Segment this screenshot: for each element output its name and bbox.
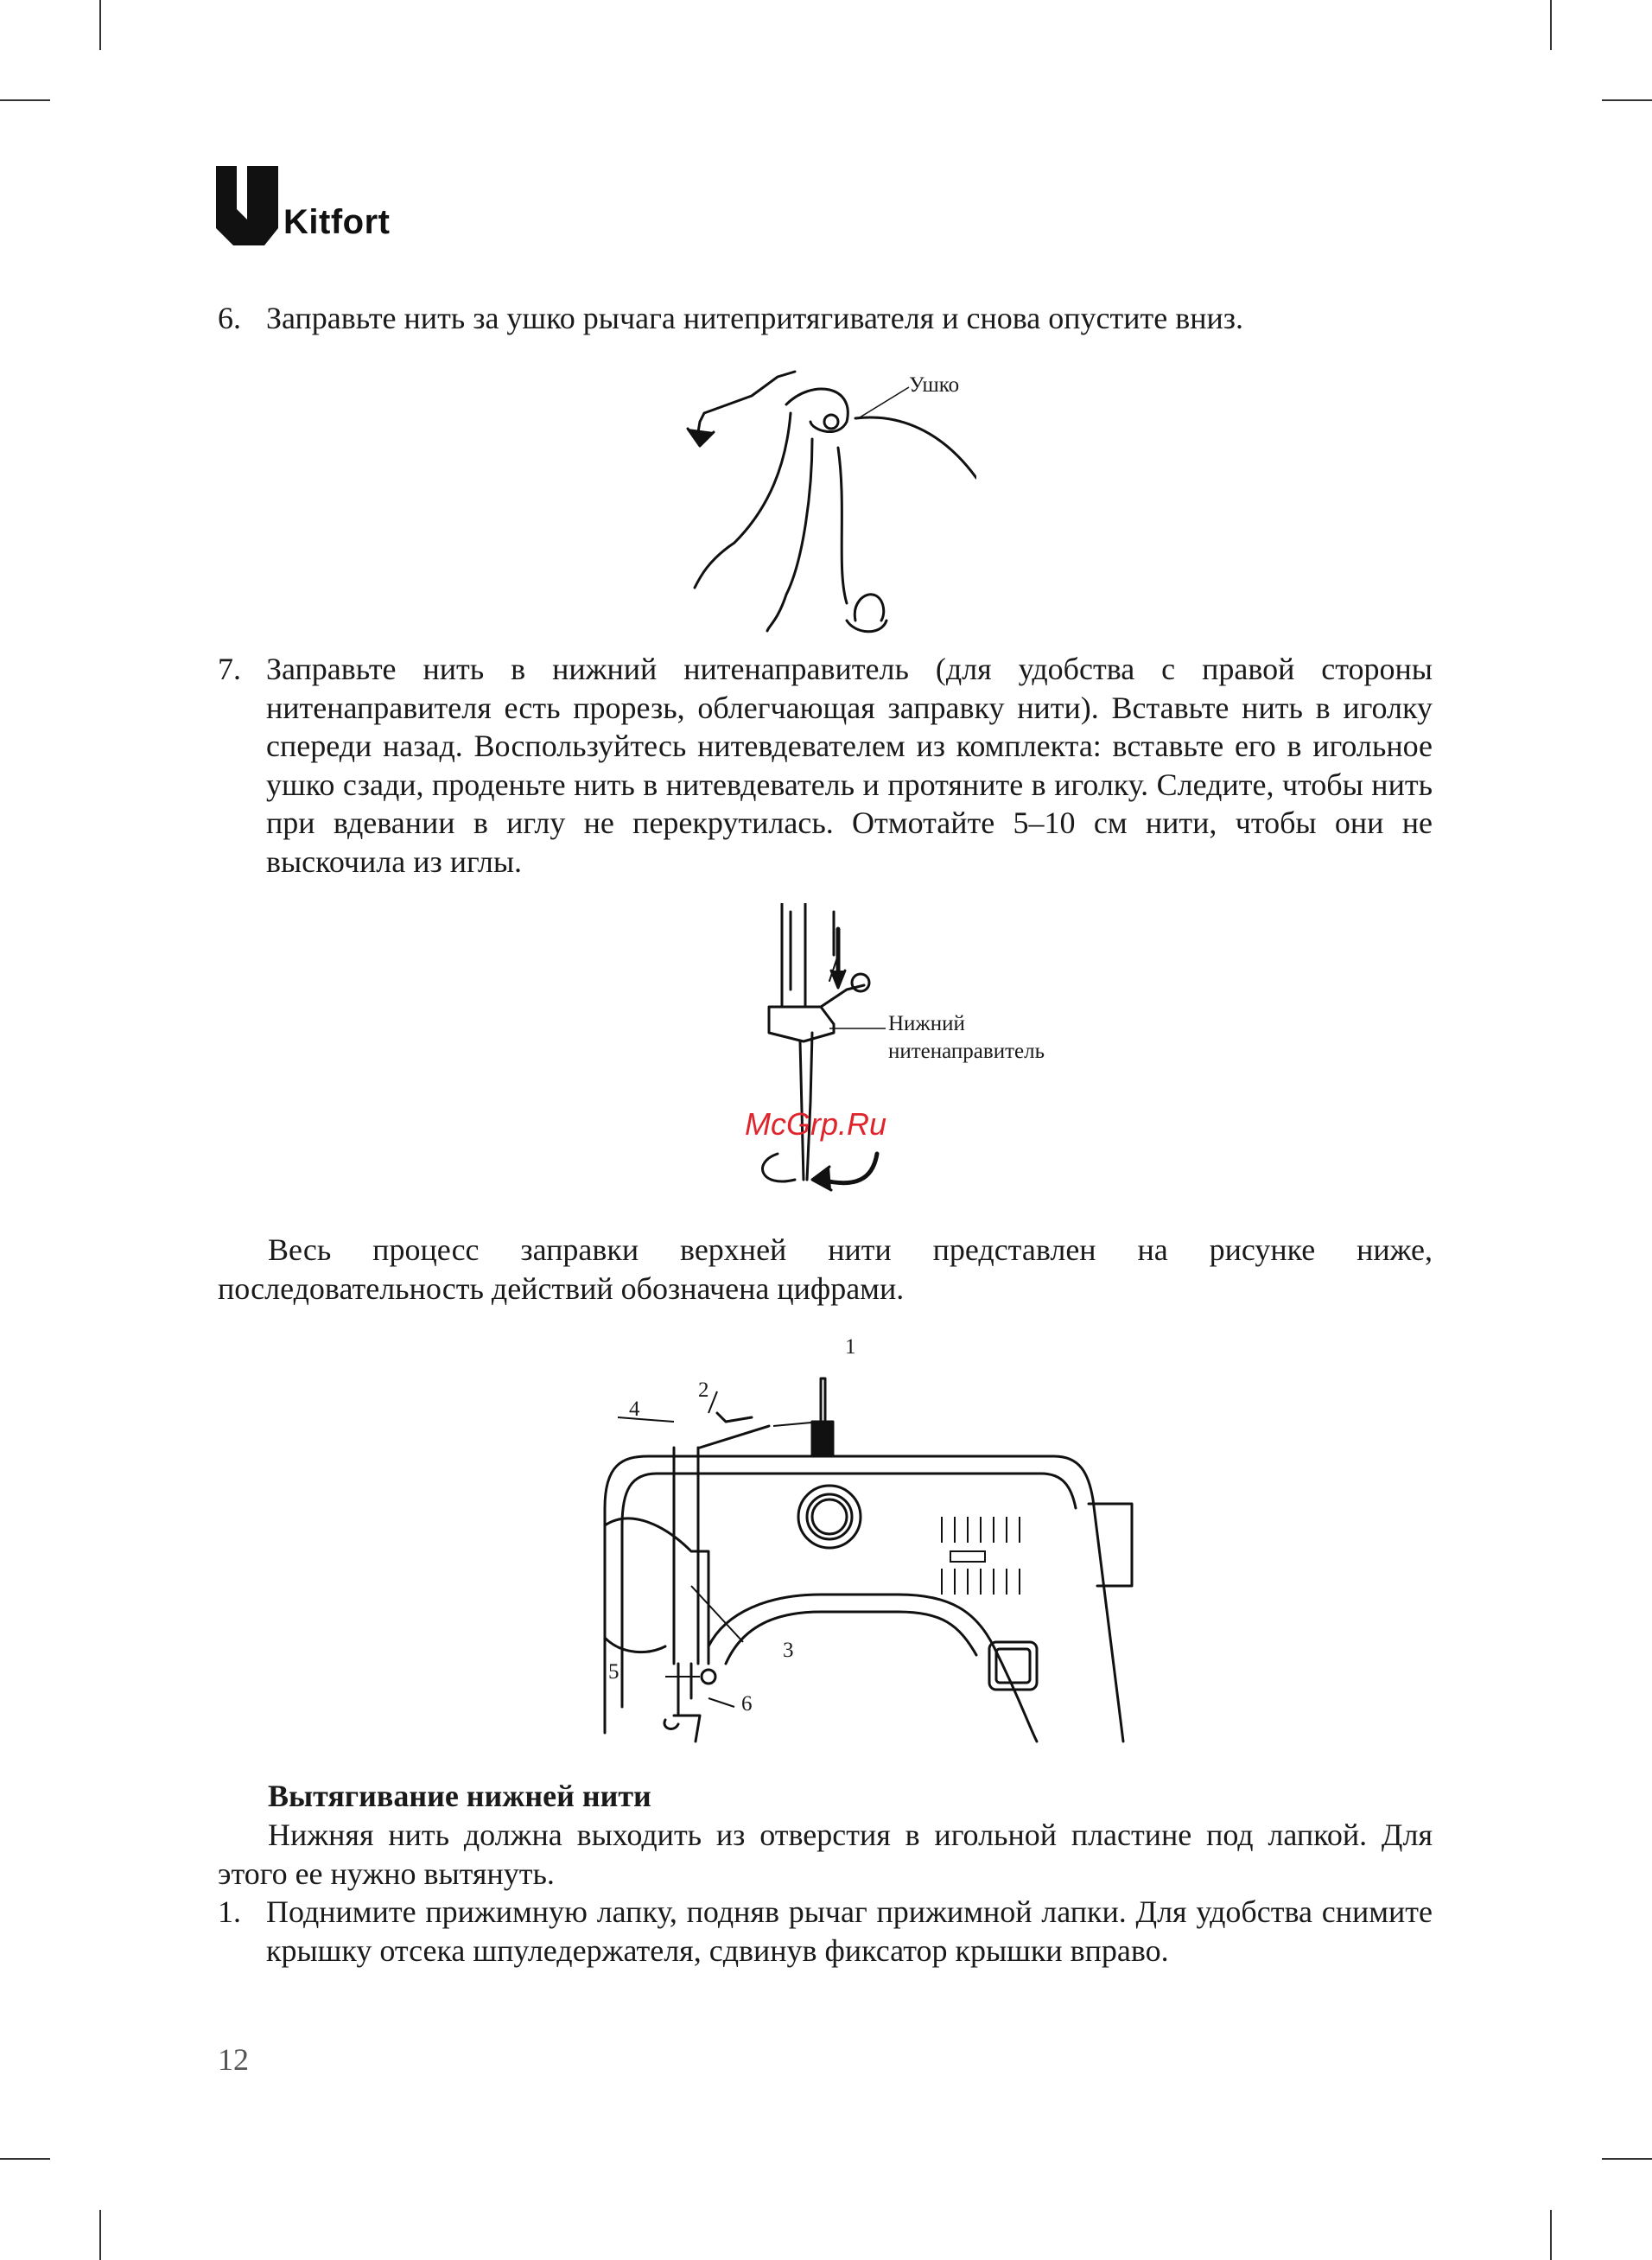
callout-1: 1: [845, 1335, 856, 1359]
figure-lower-thread-guide: [726, 903, 1089, 1214]
crop-mark: [1602, 2158, 1652, 2160]
section-intro: Нижняя нить должна выходить из отверстия в игольной пластине под лапкой. Для этого ее нужно вытянуть.: [218, 1818, 1433, 1891]
step-text: Заправьте нить за ушко рычага нитепритягивателя и снова опустите вниз.: [266, 301, 1243, 335]
page-number: 12: [218, 2042, 249, 2077]
callout-5: 5: [608, 1660, 620, 1684]
crop-mark: [99, 0, 101, 50]
watermark: McGrp.Ru: [745, 1106, 887, 1142]
crop-mark: [1550, 0, 1552, 50]
step-number: 6.: [218, 301, 241, 335]
summary-paragraph: Весь процесс заправки верхней нити представлен на рисунке ниже, последовательность действий обозначена цифрами.: [218, 1232, 1433, 1306]
crop-mark: [0, 2158, 50, 2160]
figure-take-up-lever: [683, 361, 976, 636]
figure-threading-sequence: [570, 1335, 1175, 1750]
brand-name: Kitfort: [283, 203, 391, 241]
callout-2: 2: [698, 1378, 709, 1402]
callout-6: 6: [741, 1692, 753, 1716]
step-6: [218, 299, 1433, 338]
step-number: 7.: [218, 652, 241, 686]
step-text: Заправьте нить в нижний нитенаправитель (для удобства с правой стороны нитенаправителя есть прорезь, облегчающая заправку нити). Вставьте нить в иголку спереди назад. Воспользуйтесь нитевдевателем из комплекта: вставьте его в игольное ушко сзади, проденьте нить в нитевдеватель и протяните в иголку. Следите, чтобы нить при вдевании в иглу не перекрутилась. Отмотайте 5–10 см нити, чтобы они не выскочила из иглы.: [266, 652, 1433, 879]
callout-3: 3: [783, 1639, 794, 1662]
step-text: Поднимите прижимную лапку, подняв рычаг прижимной лапки. Для удобства снимите крышку отсека шпуледержателя, сдвинув фиксатор крышки вправо.: [266, 1894, 1433, 1968]
crop-mark: [1602, 99, 1652, 101]
take-up-lever-illustration: [683, 361, 976, 636]
section-step-1: [218, 1893, 1433, 1970]
lower-guide-label: Нижний нитенаправитель: [888, 1012, 1045, 1063]
brand-mark-icon: [216, 166, 278, 245]
crop-mark: [1550, 2210, 1552, 2260]
callout-4: 4: [629, 1397, 640, 1421]
step-7: [218, 650, 1433, 881]
sewing-machine-illustration: [570, 1335, 1175, 1750]
section-heading: Вытягивание нижней нити: [268, 1779, 651, 1813]
crop-mark: [99, 2210, 101, 2260]
eyelet-label: Ушко: [909, 373, 960, 397]
crop-mark: [0, 99, 50, 101]
step-number: 1.: [218, 1894, 241, 1929]
brand-logo: [216, 166, 390, 245]
